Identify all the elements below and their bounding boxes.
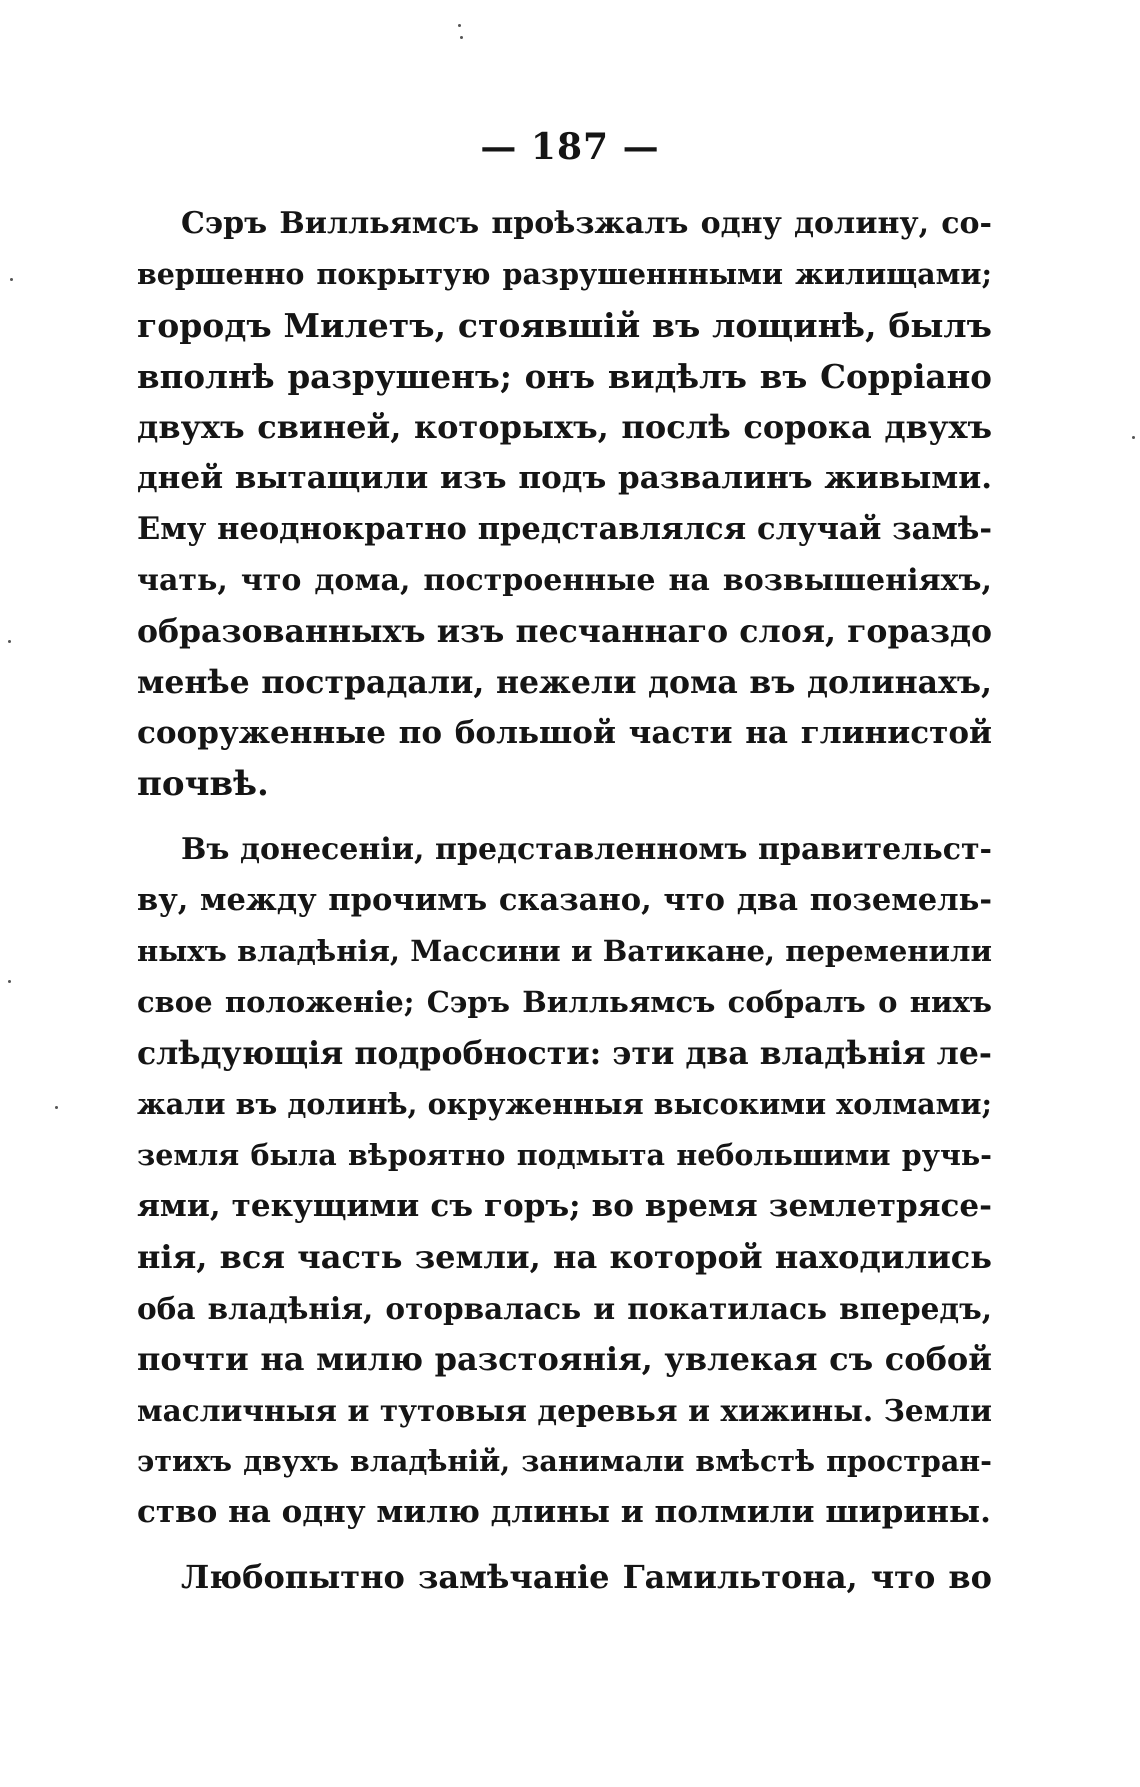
text-line: почвѣ. [137,764,269,804]
text-line: дней вытащили изъ подъ развалинъ живыми. [137,460,992,496]
scan-speck [8,980,11,983]
text-line: вершенно покрытую разрушеннными жилищами; [137,257,992,291]
text-line: образованныхъ изъ песчаннаго слоя, гораздо [137,613,992,650]
paragraph-3 [137,1552,992,1603]
text-line: городъ Милетъ, стоявшій въ лощинѣ, былъ [137,306,992,345]
text-line: Сэръ Вилльямсъ проѣзжалъ одну долину, со- [181,206,992,241]
text-line: ство на одну милю длины и полмили ширины. [137,1494,991,1530]
text-line: слѣдующія подробности: эти два владѣнія ле- [137,1035,992,1072]
text-line: вполнѣ разрушенъ; онъ видѣлъ въ Сорріано [137,357,992,396]
text-line: земля была вѣроятно подмыта небольшими ручь- [137,1138,992,1172]
scan-speck [55,1106,58,1109]
text-line: ву, между прочимъ сказано, что два поземель- [137,882,992,918]
text-line: сооруженные по большой части на глинистой [137,715,992,751]
text-line: Любопытно замѣчаніе Гамильтона, что во [181,1558,992,1596]
text-line: этихъ двухъ владѣній, занимали вмѣстѣ простран- [137,1444,992,1478]
text-line: масличныя и тутовыя деревья и хижины. Земли [137,1393,992,1428]
scan-speck [458,24,461,27]
paragraph-1 [137,198,992,810]
text-line: ями, текущими съ горъ; во время землетрясе- [137,1188,992,1224]
text-line: Въ донесеніи, представленномъ правительст- [181,832,992,867]
text-line: оба владѣнія, оторвалась и покатилась впередъ, [137,1291,992,1326]
text-line: свое положеніе; Сэръ Вилльямсъ собралъ о нихъ [137,985,992,1019]
scan-speck [8,640,11,643]
text-line: Ему неоднократно представлялся случай замѣ- [137,511,992,547]
text-line: жали въ долинѣ, окруженныя высокими холмами; [137,1087,992,1121]
text-line: менѣе пострадали, нежели дома въ долинахъ, [137,664,992,701]
text-line: почти на милю разстоянія, увлекая съ собой [137,1340,992,1378]
page-number: — 187 — [480,126,660,168]
text-line: ныхъ владѣнія, Массини и Ватикане, переменили [137,934,992,968]
text-line: нія, вся часть земли, на которой находились [137,1238,992,1276]
text-line: двухъ свиней, которыхъ, послѣ сорока двухъ [137,408,992,446]
body-text [137,198,992,1603]
scan-speck [10,278,13,281]
text-line: чать, что дома, построенные на возвышеніяхъ, [137,563,992,598]
scan-speck [1132,436,1135,439]
paragraph-2 [137,824,992,1538]
scan-speck [460,36,463,39]
